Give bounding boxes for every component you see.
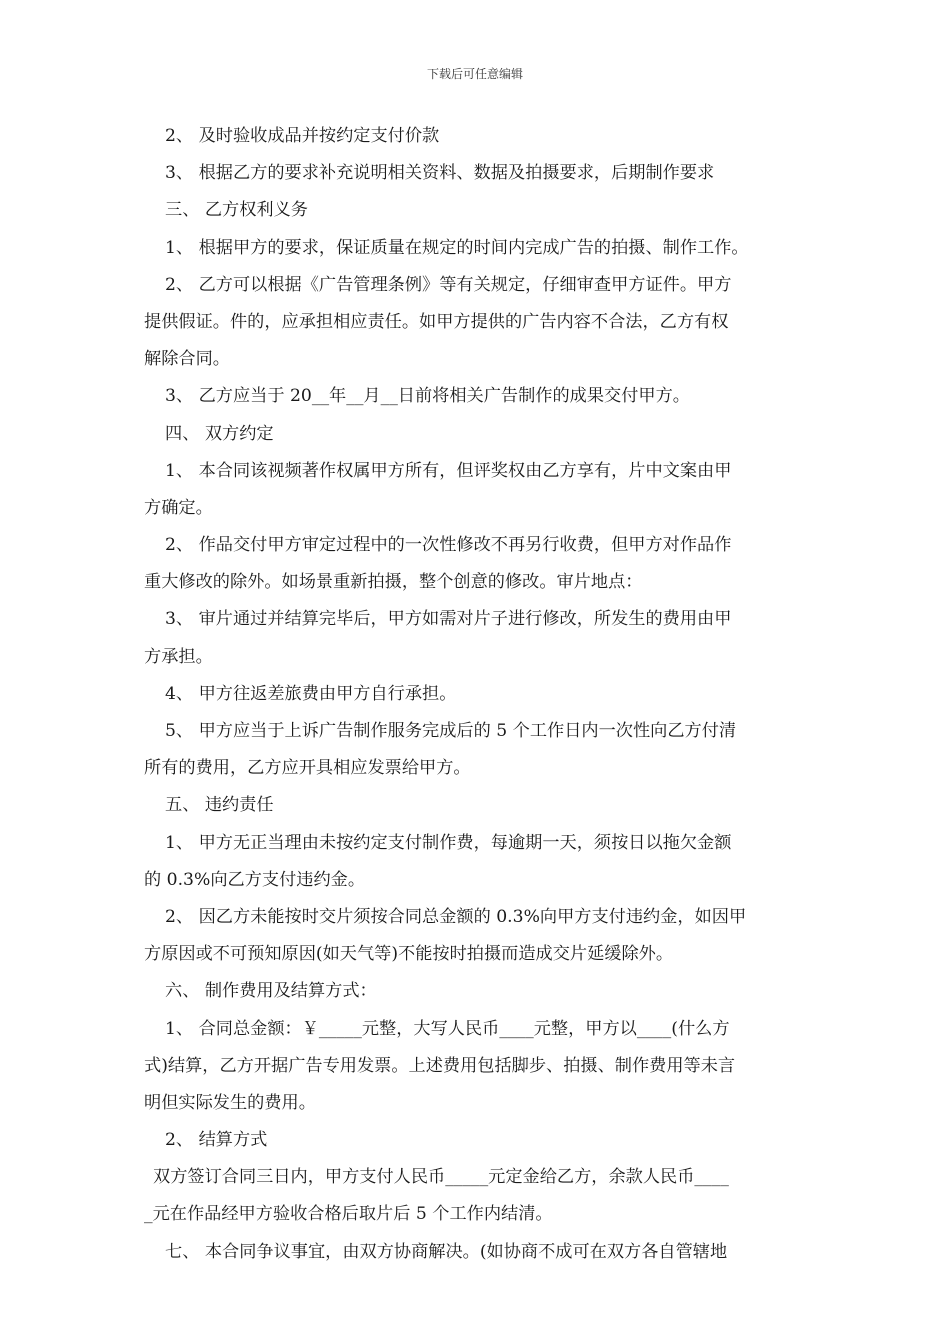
paragraph-line: 3、 乙方应当于 20__年__月__日前将相关广告制作的成果交付甲方。 bbox=[165, 386, 690, 407]
paragraph-line: 1、 合同总金额：￥_____元整，大写人民币____元整，甲方以____(什么方 bbox=[165, 1018, 730, 1039]
paragraph-line: 4、 甲方往返差旅费由甲方自行承担。 bbox=[165, 683, 457, 704]
page-header-note: 下载后可任意编辑 bbox=[426, 67, 523, 81]
paragraph-line: 2、 结算方式 bbox=[165, 1130, 268, 1151]
paragraph-line: 1、 根据甲方的要求，保证质量在规定的时间内完成广告的拍摄、制作工作。 bbox=[165, 237, 749, 258]
paragraph-line: _元在作品经甲方验收合格后取片后 5 个工作内结清。 bbox=[144, 1204, 553, 1225]
paragraph-line: 3、 根据乙方的要求补充说明相关资料、数据及拍摄要求，后期制作要求 bbox=[165, 163, 715, 184]
paragraph-line: 2、 作品交付甲方审定过程中的一次性修改不再另行收费，但甲方对作品作 bbox=[165, 535, 732, 556]
paragraph-line: 四、 双方约定 bbox=[165, 423, 274, 444]
paragraph-line: 的 0.3%向乙方支付违约金。 bbox=[144, 869, 366, 890]
contract-body bbox=[144, 118, 809, 1271]
paragraph-line: 1、 本合同该视频著作权属甲方所有，但评奖权由乙方享有，片中文案由甲 bbox=[165, 460, 732, 481]
paragraph-line: 方确定。 bbox=[144, 497, 213, 518]
paragraph-line: 五、 违约责任 bbox=[165, 795, 274, 816]
paragraph-line: 2、 因乙方未能按时交片须按合同总金额的 0.3%向甲方支付违约金，如因甲 bbox=[165, 906, 747, 927]
paragraph-line: 2、 乙方可以根据《广告管理条例》等有关规定，仔细审查甲方证件。甲方 bbox=[165, 274, 732, 295]
paragraph-line: 方原因或不可预知原因(如天气等)不能按时拍摄而造成交片延缓除外。 bbox=[144, 944, 674, 965]
paragraph-line: 重大修改的除外。如场景重新拍摄，整个创意的修改。审片地点： bbox=[144, 572, 643, 593]
paragraph-line: 方承担。 bbox=[144, 646, 213, 667]
paragraph-line: 提供假证。件的，应承担相应责任。如甲方提供的广告内容不合法，乙方有权 bbox=[144, 311, 729, 332]
paragraph-line: 明但实际发生的费用。 bbox=[144, 1092, 316, 1113]
paragraph-line: 解除合同。 bbox=[144, 349, 230, 370]
paragraph-line: 三、 乙方权利义务 bbox=[165, 200, 308, 221]
paragraph-line: 所有的费用，乙方应开具相应发票给甲方。 bbox=[144, 758, 471, 779]
paragraph-line: 双方签订合同三日内，甲方支付人民币_____元定金给乙方，余款人民币____ bbox=[153, 1167, 729, 1188]
paragraph-line: 七、 本合同争议事宜，由双方协商解决。(如协商不成可在双方各自管辖地 bbox=[165, 1241, 728, 1262]
paragraph-line: 式)结算，乙方开据广告专用发票。上述费用包括脚步、拍摄、制作费用等未言 bbox=[144, 1055, 736, 1076]
paragraph-line: 2、 及时验收成品并按约定支付价款 bbox=[165, 126, 440, 146]
paragraph-line: 5、 甲方应当于上诉广告制作服务完成后的 5 个工作日内一次性向乙方付清 bbox=[165, 721, 737, 741]
paragraph-line: 3、 审片通过并结算完毕后，甲方如需对片子进行修改，所发生的费用由甲 bbox=[165, 609, 732, 630]
paragraph-line: 1、 甲方无正当理由未按约定支付制作费，每逾期一天，须按日以拖欠金额 bbox=[165, 832, 732, 853]
paragraph-line: 六、 制作费用及结算方式： bbox=[165, 981, 377, 1002]
